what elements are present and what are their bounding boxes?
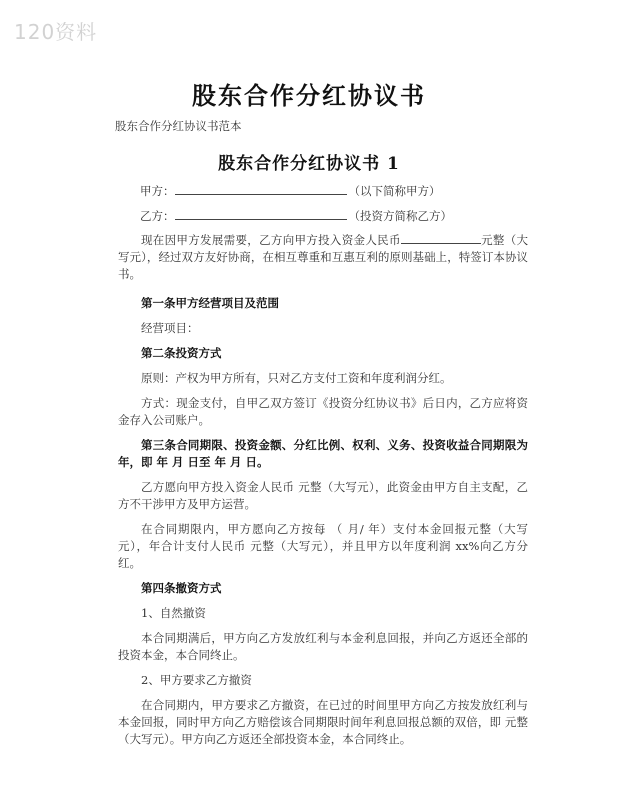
party-b-label: 乙方：	[140, 209, 175, 223]
document-body	[118, 232, 528, 756]
section-3-paragraph-1: 乙方愿向甲方投入资金人民币 元整（大写元），此资金由甲方自主支配，乙方不干涉甲方及甲方运营。	[118, 480, 528, 511]
section-2-method: 方式：现金支付，自甲乙双方签订《投资分红协议书》后日内，乙方应将资金存入公司账户。	[118, 396, 528, 427]
party-a-note: （以下简称甲方）	[348, 184, 441, 198]
section-1-text: 经营项目：	[141, 321, 199, 335]
main-title: 股东合作分红协议书	[192, 81, 426, 110]
watermark: 120资料	[14, 20, 98, 44]
section-4-item-2-text: 在合同期内，甲方要求乙方撤资，在已过的时间里甲方向乙方按发放红利与本金回报，同时甲方向乙方赔偿该合同期限时间年利息回报总额的双倍，即 元整（大写元）。甲方向乙方返还全部投资本金，本合同终止。	[118, 698, 528, 746]
section-1-title: 第一条甲方经营项目及范围	[141, 296, 279, 310]
party-b-blank	[175, 208, 347, 220]
party-b-line	[140, 208, 452, 224]
document-subtitle: 股东合作分红协议书范本	[115, 119, 242, 133]
intro-part1: 现在因甲方发展需要，乙方向甲方投入资金人民币	[141, 233, 401, 247]
party-a-label: 甲方：	[140, 184, 175, 198]
section-4-item-2: 2、甲方要求乙方撤资	[141, 673, 252, 687]
amount-blank	[401, 232, 481, 244]
intro-paragraph	[118, 232, 528, 283]
party-a-blank	[175, 183, 347, 195]
party-b-note: （投资方简称乙方）	[348, 209, 452, 223]
section-4-title: 第四条撤资方式	[141, 581, 222, 595]
party-a-line	[140, 183, 441, 199]
intro-part2: 元整（大写元），经过双方友好协商，在相互尊重和互惠互利的原则基础上，特签订本协议书。	[118, 233, 529, 281]
section-4-item-1-text: 本合同期满后，甲方向乙方发放红利与本金利息回报，并向乙方返还全部的投资本金，本合同终止。	[118, 631, 528, 662]
section-3-title: 第三条合同期限、投资金额、分红比例、权利、义务、投资收益合同期限为年，即 年 月 日至 年 月 日。	[118, 438, 528, 469]
section-2-title: 第二条投资方式	[141, 346, 222, 360]
section-3-paragraph-2: 在合同期限内，甲方愿向乙方按每 （ 月/ 年）支付本金回报元整（大写元），年合计支付人民币 元整（大写元），并且甲方以年度利润 xx%向乙方分红。	[118, 522, 528, 570]
document-title: 股东合作分红协议书 1	[218, 154, 400, 174]
section-4-item-1: 1、自然撤资	[141, 606, 206, 620]
section-2-principle: 原则：产权为甲方所有，只对乙方支付工资和年度利润分红。	[141, 371, 452, 385]
